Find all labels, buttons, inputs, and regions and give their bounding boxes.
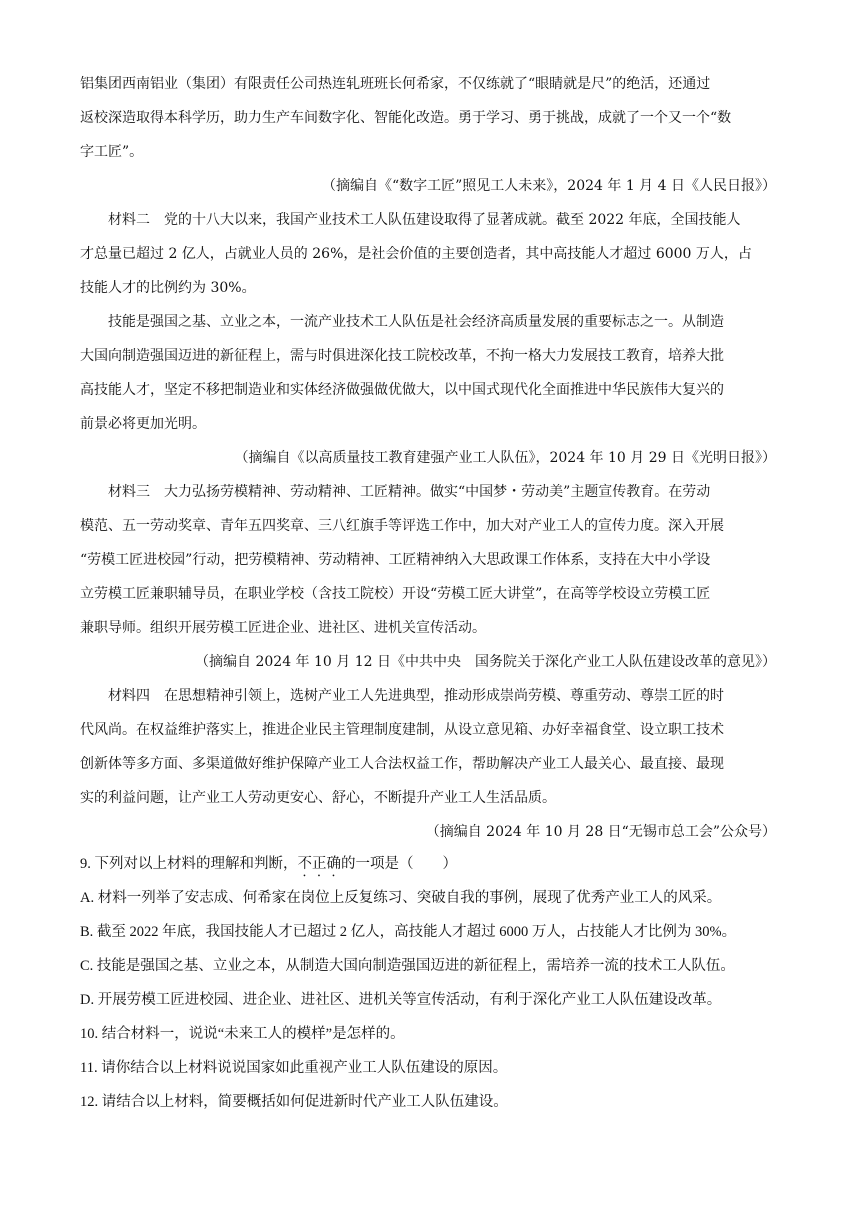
material1-line: 字工匠”。 — [80, 144, 144, 160]
material1-line: 铝集团西南铝业（集团）有限责任公司热连轧班班长何希家，不仅练就了“眼睛就是尺”的绝活，还通过 — [80, 76, 711, 92]
material4-line: 创新体等多方面、多渠道做好维护保障产业工人合法权益工作，帮助解决产业工人最关心、最直接、最现 — [80, 756, 724, 772]
question-10: 10. 结合材料一，说说“未来工人的模样”是怎样的。 — [80, 1026, 405, 1042]
question-9-emphasis: 不正确 — [297, 856, 341, 872]
material1-source: （摘编自《“数字工匠”照见工人未来》，2024 年 1 月 4 日《人民日报》） — [321, 178, 776, 194]
question-9-prefix: 9. 下列对以上材料的理解和判断， — [80, 856, 298, 872]
material2-line: 技能人才的比例约为 30%。 — [80, 280, 256, 296]
material4-line: 代风尚。在权益维护落实上，推进企业民主管理制度建制，从设立意见箱、办好幸福食堂、设立职工技术 — [80, 722, 724, 738]
question-9-option-d: D. 开展劳模工匠进校园、进企业、进社区、进机关等宣传活动，有利于深化产业工人队伍建设改革。 — [80, 992, 722, 1008]
material3-line: 材料三 大力弘扬劳模精神、劳动精神、工匠精神。做实“中国梦・劳动美”主题宣传教育。在劳动 — [108, 484, 711, 500]
question-9-option-c: C. 技能是强国之基、立业之本，从制造大国向制造强国迈进的新征程上，需培养一流的技术工人队伍。 — [80, 958, 735, 974]
question-9-suffix: 的一项是（ ） — [341, 856, 457, 872]
material4-line: 实的利益问题，让产业工人劳动更安心、舒心，不断提升产业工人生活品质。 — [80, 790, 556, 806]
material3-line: 模范、五一劳动奖章、青年五四奖章、三八红旗手等评选工作中，加大对产业工人的宣传力度。深入开展 — [80, 518, 724, 534]
question-9-option-b: B. 截至 2022 年底，我国技能人才已超过 2 亿人，高技能人才超过 6000 万人，占技能人才比例为 30%。 — [80, 924, 737, 940]
material3-line: “劳模工匠进校园”行动，把劳模精神、劳动精神、工匠精神纳入大思政课工作体系，支持在大中小学设 — [80, 552, 711, 568]
material1-line: 返校深造取得本科学历，助力生产车间数字化、智能化改造。勇于学习、勇于挑战，成就了一个又一个“数 — [80, 110, 732, 126]
question-9-option-a: A. 材料一列举了安志成、何希家在岗位上反复练习、突破自我的事例，展现了优秀产业工人的风采。 — [80, 890, 722, 906]
material3-line: 立劳模工匠兼职辅导员，在职业学校（含技工院校）开设“劳模工匠大讲堂”，在高等学校设立劳模工匠 — [80, 586, 711, 602]
material2-line: 前景必将更加光明。 — [80, 416, 206, 432]
material2-line: 高技能人才，坚定不移把制造业和实体经济做强做优做大，以中国式现代化全面推进中华民族伟大复兴的 — [80, 382, 724, 398]
material2-line: 大国向制造强国迈进的新征程上，需与时俱进深化技工院校改革，不拘一格大力发展技工教育，培养大批 — [80, 348, 724, 364]
material3-line: 兼职导师。组织开展劳模工匠进企业、进社区、进机关宣传活动。 — [80, 620, 486, 636]
material4-line: 材料四 在思想精神引领上，选树产业工人先进典型，推动形成崇尚劳模、尊重劳动、尊崇工匠的时 — [108, 688, 724, 704]
question-11: 11. 请你结合以上材料说说国家如此重视产业工人队伍建设的原因。 — [80, 1060, 508, 1076]
material2-source: （摘编自《以高质量技工教育建强产业工人队伍》，2024 年 10 月 29 日《光明日报》） — [234, 450, 776, 466]
material2-line: 才总量已超过 2 亿人，占就业人员的 26%，是社会价值的主要创造者，其中高技能人才超过 6000 万人，占 — [80, 246, 752, 262]
question-12: 12. 请结合以上材料，简要概括如何促进新时代产业工人队伍建设。 — [80, 1094, 508, 1110]
material2-line: 材料二 党的十八大以来，我国产业技术工人队伍建设取得了显著成就。截至 2022 年底，全国技能人 — [108, 212, 741, 228]
material2-line: 技能是强国之基、立业之本，一流产业技术工人队伍是社会经济高质量发展的重要标志之一。从制造 — [108, 314, 724, 330]
question-9 — [80, 854, 457, 880]
material4-source: （摘编自 2024 年 10 月 28 日“无锡市总工会”公众号） — [425, 824, 776, 840]
material3-source: （摘编自 2024 年 10 月 12 日《中共中央 国务院关于深化产业工人队伍建设改革的意见》） — [195, 654, 776, 670]
